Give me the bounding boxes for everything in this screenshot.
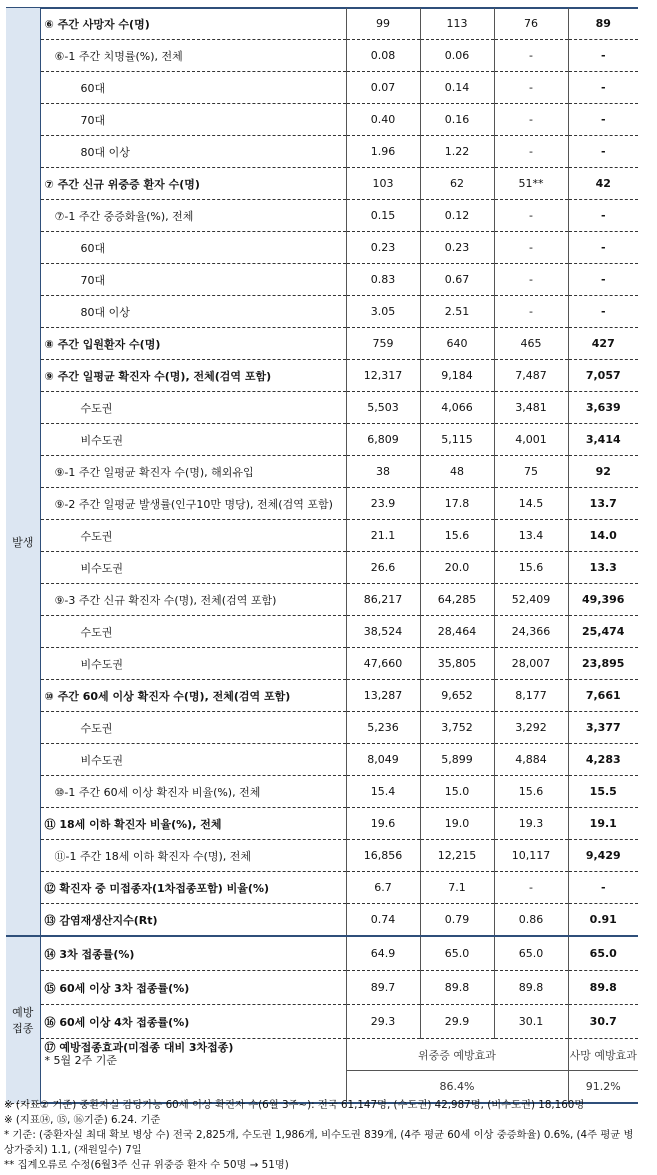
table-row <box>6 40 638 72</box>
table-row <box>6 680 638 712</box>
value-cell: 9,652 <box>420 680 494 712</box>
table-row <box>6 328 638 360</box>
value-cell: 28,464 <box>420 616 494 648</box>
table-row <box>6 168 638 200</box>
value-cell: 9,184 <box>420 360 494 392</box>
severe-prevention-header: 위중증 예방효과 <box>346 1039 568 1071</box>
value-cell: 86,217 <box>346 584 420 616</box>
table-row <box>6 744 638 776</box>
value-cell: 52,409 <box>494 584 568 616</box>
row-label: ⑪ 18세 이하 확진자 비율(%), 전체 <box>40 808 346 840</box>
value-cell: 5,236 <box>346 712 420 744</box>
value-cell: 6,809 <box>346 424 420 456</box>
value-cell: 465 <box>494 328 568 360</box>
value-cell: 99 <box>346 8 420 40</box>
row-label: ⑨-2 주간 일평균 발생률(인구10만 명당), 전체(검역 포함) <box>40 488 346 520</box>
value-cell: 30.1 <box>494 1005 568 1039</box>
value-cell: 15.6 <box>494 552 568 584</box>
row-label: ⑥ 주간 사망자 수(명) <box>40 8 346 40</box>
table-row <box>6 8 638 40</box>
value-cell: 24,366 <box>494 616 568 648</box>
value-cell: - <box>568 200 638 232</box>
value-cell: - <box>494 232 568 264</box>
value-cell: 38,524 <box>346 616 420 648</box>
footnotes <box>4 1098 654 1173</box>
value-cell: - <box>494 136 568 168</box>
footnote: * 기준: (중환자실 최대 확보 병상 수) 전국 2,825개, 수도권 1,986개, 비수도권 839개, (4주 평균 60세 이상 중증화율) 0.6%, (4주 평균 병 <box>4 1129 634 1141</box>
table-row <box>6 648 638 680</box>
value-cell: 2.51 <box>420 296 494 328</box>
row-label: 비수도권 <box>40 424 346 456</box>
table-row <box>6 712 638 744</box>
value-cell: 19.3 <box>494 808 568 840</box>
row-label: ⑨-1 주간 일평균 확진자 수(명), 해외유입 <box>40 456 346 488</box>
value-cell: 3,377 <box>568 712 638 744</box>
table-row <box>6 971 638 1005</box>
row-label: 70대 <box>40 264 346 296</box>
value-cell: 65.0 <box>494 936 568 971</box>
value-cell: 427 <box>568 328 638 360</box>
row-label: 비수도권 <box>40 552 346 584</box>
value-cell: 15.0 <box>420 776 494 808</box>
row-label: ⑪-1 주간 18세 이하 확진자 수(명), 전체 <box>40 840 346 872</box>
row-label: ⑮ 60세 이상 3차 접종률(%) <box>40 971 346 1005</box>
value-cell: 0.83 <box>346 264 420 296</box>
value-cell: 6.7 <box>346 872 420 904</box>
effect-row <box>6 1039 638 1071</box>
footnote: 상가중치) 1.1, (재원일수) 7일 <box>4 1144 142 1156</box>
table-row <box>6 584 638 616</box>
value-cell: 65.0 <box>420 936 494 971</box>
value-cell: 16,856 <box>346 840 420 872</box>
category-occurrence: 발생 <box>6 8 40 936</box>
value-cell: 7.1 <box>420 872 494 904</box>
value-cell: 759 <box>346 328 420 360</box>
table-row <box>6 840 638 872</box>
value-cell: 89.8 <box>494 971 568 1005</box>
value-cell: 13,287 <box>346 680 420 712</box>
table-row <box>6 104 638 136</box>
footnote: ※ (지표② 기준) 중환자실 감당가능 60세 이상 확진자 수(6월 3주~): 전국 61,147명, (수도권) 42,987명, (비수도권) 18,160명 <box>4 1099 585 1111</box>
value-cell: 5,115 <box>420 424 494 456</box>
value-cell: 64.9 <box>346 936 420 971</box>
value-cell: 0.67 <box>420 264 494 296</box>
table-row <box>6 136 638 168</box>
value-cell: 29.9 <box>420 1005 494 1039</box>
table-row <box>6 1005 638 1039</box>
value-cell: - <box>568 104 638 136</box>
value-cell: 17.8 <box>420 488 494 520</box>
value-cell: 0.08 <box>346 40 420 72</box>
row-label: ⑬ 감염재생산지수(Rt) <box>40 904 346 937</box>
value-cell: 0.23 <box>346 232 420 264</box>
value-cell: 29.3 <box>346 1005 420 1039</box>
value-cell: 15.6 <box>494 776 568 808</box>
footnote: ** 집계오류로 수정(6월3주 신규 위중증 환자 수 50명 → 51명) <box>4 1159 289 1171</box>
value-cell: 113 <box>420 8 494 40</box>
value-cell: 1.22 <box>420 136 494 168</box>
row-label: 60대 <box>40 72 346 104</box>
row-label: 80대 이상 <box>40 296 346 328</box>
value-cell: 13.3 <box>568 552 638 584</box>
value-cell: 23,895 <box>568 648 638 680</box>
value-cell: - <box>494 200 568 232</box>
value-cell: 0.16 <box>420 104 494 136</box>
row-label: 70대 <box>40 104 346 136</box>
table-row <box>6 456 638 488</box>
indicator-table <box>6 8 638 1104</box>
table-row <box>6 264 638 296</box>
value-cell: 15.5 <box>568 776 638 808</box>
value-cell: 3,752 <box>420 712 494 744</box>
value-cell: - <box>494 872 568 904</box>
value-cell: 0.07 <box>346 72 420 104</box>
value-cell: 15.4 <box>346 776 420 808</box>
value-cell: - <box>494 104 568 136</box>
value-cell: - <box>568 232 638 264</box>
row-label: 비수도권 <box>40 744 346 776</box>
table-row <box>6 616 638 648</box>
value-cell: 103 <box>346 168 420 200</box>
value-cell: 15.6 <box>420 520 494 552</box>
row-label: 60대 <box>40 232 346 264</box>
table-row <box>6 552 638 584</box>
table-row <box>6 776 638 808</box>
value-cell: 5,503 <box>346 392 420 424</box>
value-cell: 13.4 <box>494 520 568 552</box>
death-prevention-value: 91.2% <box>568 1071 638 1104</box>
value-cell: 48 <box>420 456 494 488</box>
row-label: ⑭ 3차 접종률(%) <box>40 936 346 971</box>
row-label: ⑫ 확진자 중 미접종자(1차접종포함) 비율(%) <box>40 872 346 904</box>
table-row <box>6 200 638 232</box>
value-cell: 76 <box>494 8 568 40</box>
value-cell: 35,805 <box>420 648 494 680</box>
value-cell: - <box>568 40 638 72</box>
row-label: ⑨-3 주간 신규 확진자 수(명), 전체(검역 포함) <box>40 584 346 616</box>
table-row <box>6 360 638 392</box>
value-cell: 19.6 <box>346 808 420 840</box>
value-cell: - <box>494 40 568 72</box>
value-cell: 23.9 <box>346 488 420 520</box>
row-label: 수도권 <box>40 520 346 552</box>
row-label: ⑩ 주간 60세 이상 확진자 수(명), 전체(검역 포함) <box>40 680 346 712</box>
value-cell: 51** <box>494 168 568 200</box>
value-cell: 4,001 <box>494 424 568 456</box>
value-cell: 9,429 <box>568 840 638 872</box>
value-cell: 1.96 <box>346 136 420 168</box>
value-cell: 7,057 <box>568 360 638 392</box>
value-cell: 3.05 <box>346 296 420 328</box>
value-cell: 89.7 <box>346 971 420 1005</box>
table-row <box>6 808 638 840</box>
value-cell: - <box>494 72 568 104</box>
value-cell: 4,884 <box>494 744 568 776</box>
table-row <box>6 392 638 424</box>
value-cell: 3,414 <box>568 424 638 456</box>
row-label: ⑩-1 주간 60세 이상 확진자 비율(%), 전체 <box>40 776 346 808</box>
table-row <box>6 296 638 328</box>
value-cell: 92 <box>568 456 638 488</box>
value-cell: 14.5 <box>494 488 568 520</box>
value-cell: 28,007 <box>494 648 568 680</box>
value-cell: - <box>568 136 638 168</box>
footnote: ※ (지표⑭, ⑮, ⑯기준) 6.24. 기준 <box>4 1114 161 1126</box>
value-cell: 25,474 <box>568 616 638 648</box>
value-cell: 65.0 <box>568 936 638 971</box>
value-cell: 20.0 <box>420 552 494 584</box>
table-row <box>6 232 638 264</box>
effect-label-note: * 5월 2주 기준 <box>44 1054 117 1067</box>
effect-label <box>40 1039 346 1104</box>
table-row <box>6 488 638 520</box>
value-cell: 75 <box>494 456 568 488</box>
value-cell: - <box>494 296 568 328</box>
value-cell: 49,396 <box>568 584 638 616</box>
table-row <box>6 872 638 904</box>
value-cell: 89.8 <box>420 971 494 1005</box>
value-cell: 0.91 <box>568 904 638 937</box>
row-label: 수도권 <box>40 616 346 648</box>
value-cell: 14.0 <box>568 520 638 552</box>
value-cell: - <box>568 296 638 328</box>
row-label: ⑯ 60세 이상 4차 접종률(%) <box>40 1005 346 1039</box>
value-cell: 13.7 <box>568 488 638 520</box>
value-cell: 10,117 <box>494 840 568 872</box>
table-row <box>6 72 638 104</box>
category-prevention: 예방 접종 <box>6 936 40 1103</box>
value-cell: - <box>568 264 638 296</box>
row-label: ⑦-1 주간 중증화율(%), 전체 <box>40 200 346 232</box>
row-label: ⑨ 주간 일평균 확진자 수(명), 전체(검역 포함) <box>40 360 346 392</box>
value-cell: 4,283 <box>568 744 638 776</box>
row-label: 비수도권 <box>40 648 346 680</box>
value-cell: 0.06 <box>420 40 494 72</box>
row-label: 수도권 <box>40 392 346 424</box>
value-cell: 0.15 <box>346 200 420 232</box>
table-row <box>6 520 638 552</box>
value-cell: 3,292 <box>494 712 568 744</box>
row-label: ⑥-1 주간 치명률(%), 전체 <box>40 40 346 72</box>
table-row <box>6 424 638 456</box>
value-cell: 3,639 <box>568 392 638 424</box>
value-cell: 47,660 <box>346 648 420 680</box>
value-cell: 0.23 <box>420 232 494 264</box>
value-cell: 89.8 <box>568 971 638 1005</box>
value-cell: 0.40 <box>346 104 420 136</box>
value-cell: 0.79 <box>420 904 494 937</box>
value-cell: 19.0 <box>420 808 494 840</box>
value-cell: - <box>568 72 638 104</box>
value-cell: 42 <box>568 168 638 200</box>
value-cell: 38 <box>346 456 420 488</box>
value-cell: 7,661 <box>568 680 638 712</box>
value-cell: 5,899 <box>420 744 494 776</box>
value-cell: 19.1 <box>568 808 638 840</box>
table-row <box>6 904 638 937</box>
value-cell: - <box>568 872 638 904</box>
value-cell: 26.6 <box>346 552 420 584</box>
row-label: ⑦ 주간 신규 위중증 환자 수(명) <box>40 168 346 200</box>
value-cell: 3,481 <box>494 392 568 424</box>
value-cell: 30.7 <box>568 1005 638 1039</box>
value-cell: 0.12 <box>420 200 494 232</box>
value-cell: 0.74 <box>346 904 420 937</box>
value-cell: 0.86 <box>494 904 568 937</box>
value-cell: 64,285 <box>420 584 494 616</box>
row-label: ⑧ 주간 입원환자 수(명) <box>40 328 346 360</box>
severe-prevention-value: 86.4% <box>346 1071 568 1104</box>
value-cell: - <box>494 264 568 296</box>
value-cell: 8,177 <box>494 680 568 712</box>
value-cell: 62 <box>420 168 494 200</box>
value-cell: 4,066 <box>420 392 494 424</box>
value-cell: 89 <box>568 8 638 40</box>
row-label: 80대 이상 <box>40 136 346 168</box>
death-prevention-header: 사망 예방효과 <box>568 1039 638 1071</box>
value-cell: 12,215 <box>420 840 494 872</box>
effect-label-main: ⑰ 예방접종효과(미접종 대비 3차접종) <box>44 1041 234 1054</box>
value-cell: 7,487 <box>494 360 568 392</box>
value-cell: 12,317 <box>346 360 420 392</box>
table-row <box>6 936 638 971</box>
value-cell: 8,049 <box>346 744 420 776</box>
value-cell: 640 <box>420 328 494 360</box>
row-label: 수도권 <box>40 712 346 744</box>
value-cell: 21.1 <box>346 520 420 552</box>
value-cell: 0.14 <box>420 72 494 104</box>
